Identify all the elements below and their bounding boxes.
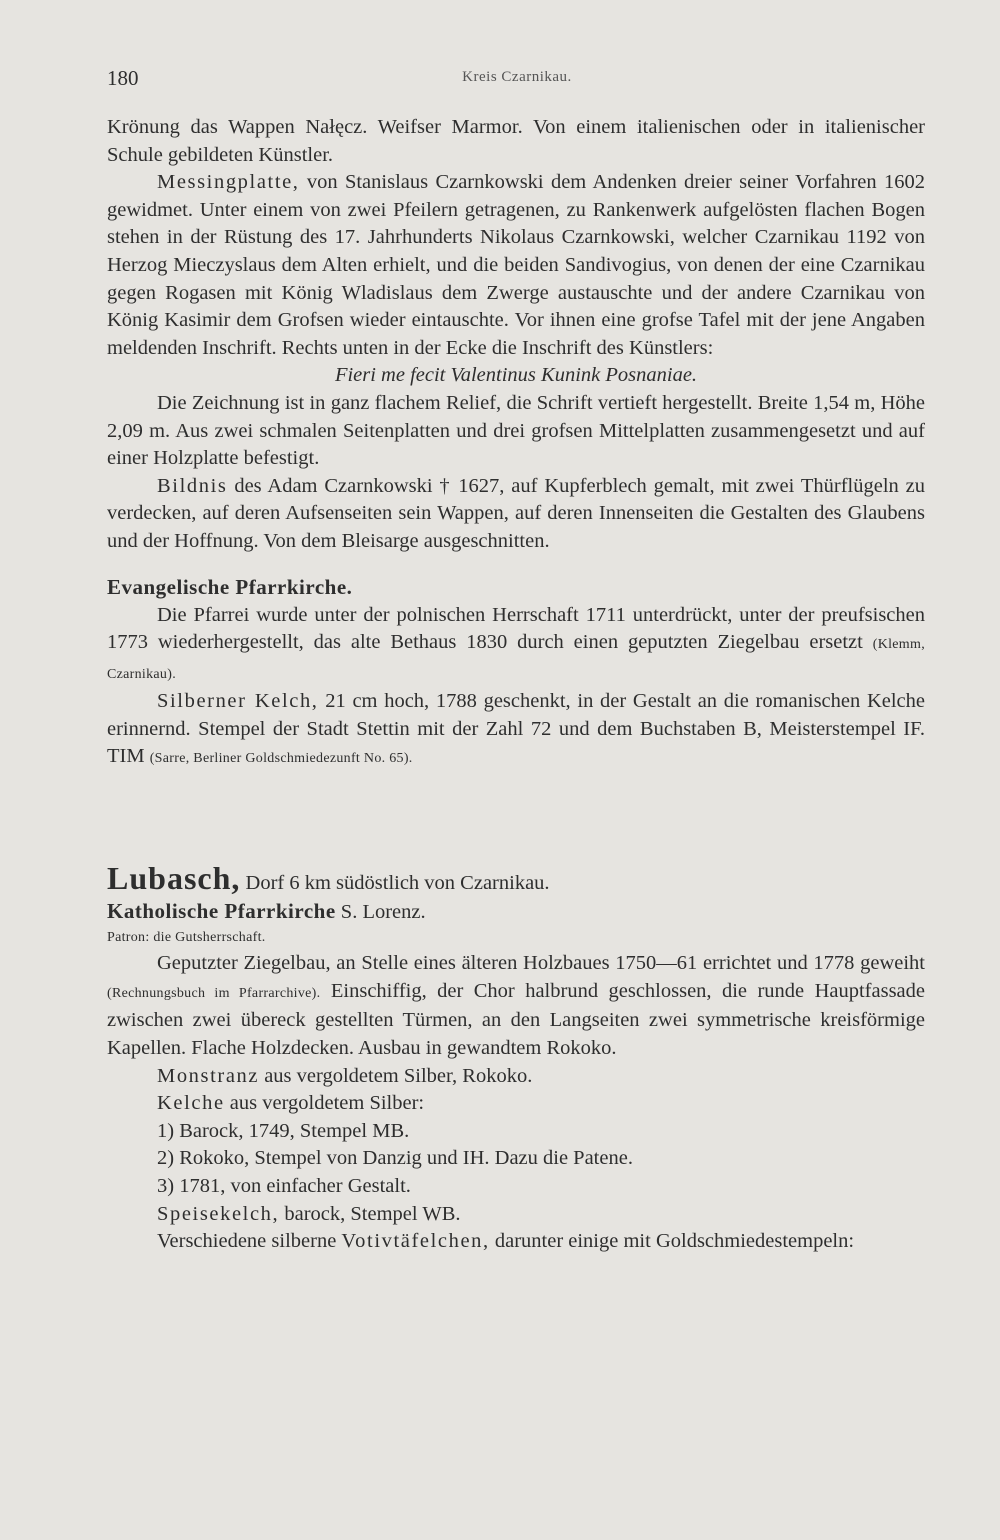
paragraph-votivtaefelchen bbox=[107, 1228, 925, 1256]
paragraph-text: barock, Stempel WB. bbox=[279, 1202, 461, 1225]
spaced-lead: Monstranz bbox=[157, 1064, 260, 1087]
paragraph-text: des Adam Czarnkowski † 1627, auf Kupferblech gemalt, mit zwei Thürflügeln zu verdecken, auf deren Aufsenseiten sein Wappen, auf deren Innenseiten die Gestalten des Glaubens und der Hoffnung. Von dem Bleisarge ausgeschnitten. bbox=[107, 474, 925, 552]
paragraph-1: Krönung das Wappen Nałęcz. Weifser Marmor. Von einem italienischen oder in italienischer Schule gebildeten Künstler. bbox=[107, 116, 925, 166]
list-item: 3) 1781, von einfacher Gestalt. bbox=[157, 1175, 411, 1197]
citation: (Klemm, Czarnikau). bbox=[107, 637, 925, 682]
citation: (Rechnungsbuch im Pfarrarchive). bbox=[107, 985, 321, 1001]
paragraph-bildnis bbox=[107, 473, 925, 556]
paragraph-monstranz bbox=[107, 1063, 925, 1091]
running-title: Kreis Czarnikau. bbox=[462, 69, 572, 85]
list-item: 1) Barock, 1749, Stempel MB. bbox=[157, 1119, 410, 1142]
citation: (Sarre, Berliner Goldschmiedezunft No. 65). bbox=[149, 751, 413, 767]
page-body bbox=[107, 114, 925, 1256]
place-description: Dorf 6 km südöstlich von Czarnikau. bbox=[240, 872, 550, 895]
paragraph-ziegelbau bbox=[107, 950, 925, 1062]
patron-line: Patron: die Gutsherrschaft. bbox=[107, 930, 266, 946]
paragraph-speisekelch bbox=[107, 1201, 925, 1229]
paragraph-messingplatte bbox=[107, 169, 925, 362]
paragraph-text: darunter einige mit Goldschmiedestempeln: bbox=[489, 1230, 855, 1253]
spaced-lead: Bildnis bbox=[157, 474, 228, 497]
list-item: 2) Rokoko, Stempel von Danzig und IH. Dazu die Patene. bbox=[157, 1147, 633, 1170]
place-name: Lubasch, bbox=[107, 860, 241, 897]
page-header bbox=[107, 66, 927, 96]
paragraph-text: aus vergoldetem Silber, Rokoko. bbox=[259, 1064, 533, 1087]
inscription: Fieri me fecit Valentinus Kunink Posnaniae. bbox=[334, 364, 698, 387]
paragraph-zeichnung: Die Zeichnung ist in ganz flachem Relief, die Schrift vertieft hergestellt. Breite 1,54 m, Höhe 2,09 m. Aus zwei schmalen Seitenplatten und drei grofsen Mittelplatten zusammengesetzt und auf einer Holzplatte befestigt. bbox=[107, 391, 925, 470]
place-entry bbox=[107, 860, 925, 898]
spaced-lead: Messingplatte, bbox=[157, 171, 300, 194]
paragraph-silberner-kelch bbox=[107, 688, 925, 773]
spaced-lead: Kelche bbox=[157, 1092, 225, 1115]
paragraph-text: von Stanislaus Czarnkowski dem Andenken dreier seiner Vorfahren 1602 gewidmet. Unter einem von zwei Pfeilern getragenen, zu Rankenwerk aufgelösten flachen Bogen stehen in der Rüstung des 17. Jahrhunderts Nikolaus Czarnkowski, welcher Czarnikau 1192 von Herzog Mieczyslaus dem Alten erhielt, und die beiden Sandivogius, von denen der eine Czarnikau gegen Rogasen mit König Wladislaus dem Zwerge austauschte und der andere Czarnikau von König Kasimir dem Grofsen wieder eintauschte. Vor ihnen eine grofse Tafel mit der jene Angaben meldenden Inschrift. Rechts unten in der Ecke die Inschrift des Künstlers: bbox=[107, 171, 925, 359]
heading-rest: S. Lorenz. bbox=[335, 900, 426, 923]
paragraph-kelche bbox=[107, 1090, 925, 1118]
paragraph-text: 21 cm hoch, 1788 geschenkt, in der Gestalt an die romanischen Kelche erinnernd. Stempel der Stadt Stettin mit der Zahl 72 und dem Buchstaben B, Meisterstempel IF. TIM bbox=[107, 690, 925, 768]
paragraph-text: aus vergoldetem Silber: bbox=[224, 1092, 425, 1115]
heading-evangelische-pfarrkirche: Evangelische Pfarrkirche. bbox=[107, 574, 353, 599]
paragraph-text: Geputzter Ziegelbau, an Stelle eines älteren Holzbaues 1750—61 errichtet und 1778 geweiht bbox=[157, 952, 925, 975]
paragraph-text: Verschiedene silberne bbox=[157, 1230, 342, 1253]
page-number: 180 bbox=[107, 66, 139, 90]
spaced-lead: Votivtäfelchen, bbox=[341, 1230, 490, 1253]
spaced-lead: Speisekelch, bbox=[157, 1202, 280, 1225]
paragraph-text: Die Pfarrei wurde unter der polnischen Herrschaft 1711 unterdrückt, unter der preufsischen 1773 wiederhergestellt, das alte Bethaus 1830 durch einen geputzten Ziegelbau ersetzt bbox=[107, 603, 925, 654]
paragraph-text: Einschiffig, der Chor halbrund geschlossen, die runde Hauptfassade zwischen zwei übereck gestellten Türmen, an den Langseiten zwei symmetrische kreisförmige Kapellen. Flache Holzdecken. Ausbau in gewandtem Rokoko. bbox=[107, 979, 926, 1060]
heading-text: Katholische Pfarrkirche bbox=[107, 898, 336, 923]
spaced-lead: Silberner Kelch, bbox=[157, 690, 319, 713]
heading-katholische-pfarrkirche bbox=[107, 898, 925, 927]
paragraph-pfarrei bbox=[107, 602, 925, 689]
